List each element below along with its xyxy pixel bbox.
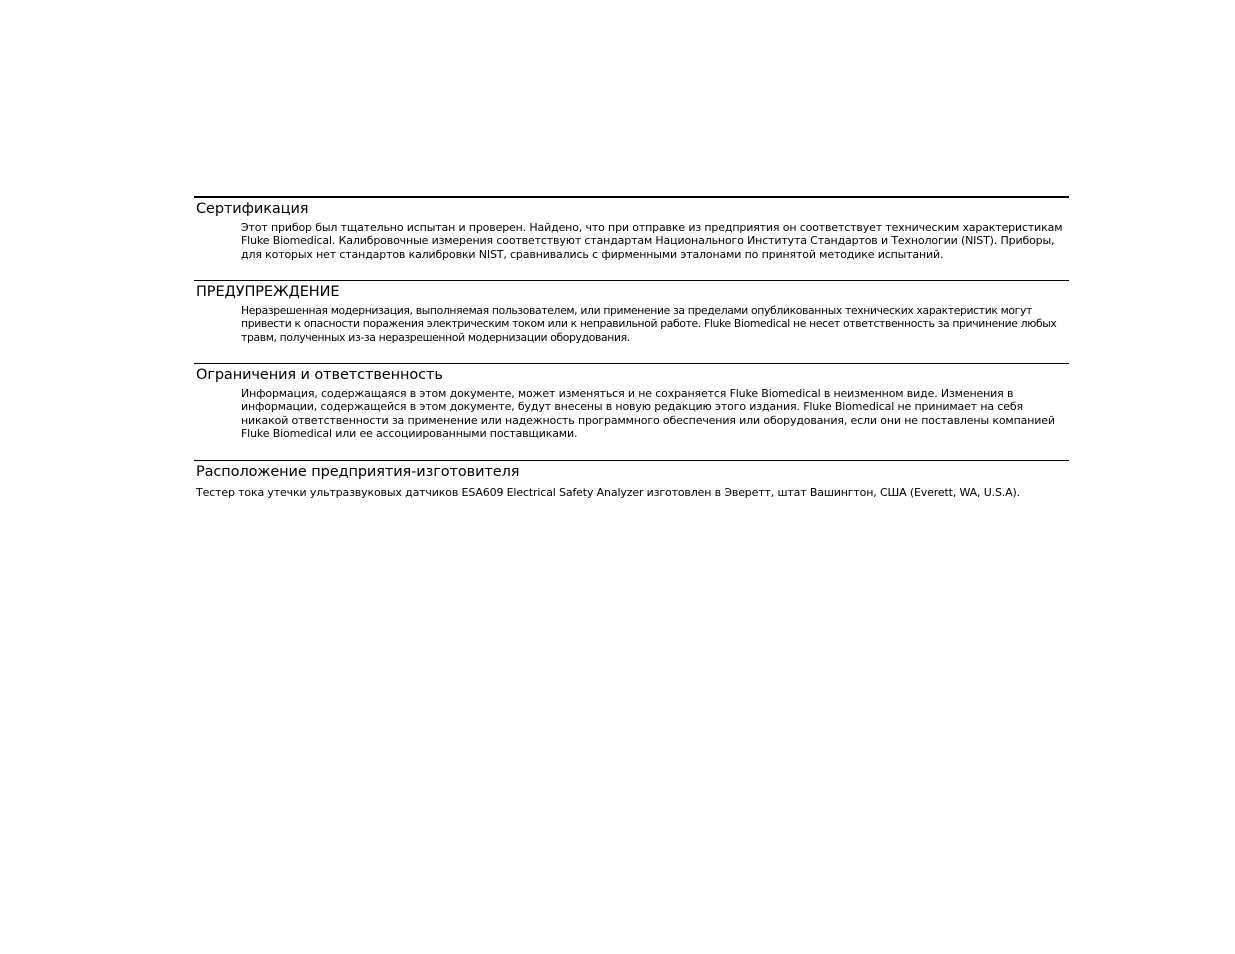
certification-title: Сертификация xyxy=(196,201,309,217)
limitations-text: Информация, содержащаяся в этом документе, может изменяться и не сохраняется Fluke Biomedical в неизменном виде. Изменения в информации, содержащейся в этом документе, будут внесены в новую редакцию этого издания. Fluke Biomedical не принимает на себя никакой ответственности за применение или надежность программного обеспечения или оборудования, если они не поставлены компанией Fluke Biomedical или ее ассоциированными поставщиками. xyxy=(241,387,1055,440)
certification-text: Этот прибор был тщательно испытан и проверен. Найдено, что при отправке из предприятия он соответствует техническим характеристикам Fluke Biomedical. Калибровочные измерения соответствуют стандартам Национального Института Стандартов и Технологии (NIST). Приборы, для которых нет стандартов калибровки NIST, сравнивались с фирменными эталонами по принятой методике испытаний. xyxy=(241,221,1063,261)
limitations-section xyxy=(194,363,1069,460)
manufacturing-location-text: Тестер тока утечки ультразвуковых датчиков ESA609 Electrical Safety Analyzer изготовлен в Эверетт, штат Вашингтон, США (Everett, WA, U.S.A). xyxy=(196,486,1021,499)
warning-text: Неразрешенная модернизация, выполняемая пользователем, или применение за пределами опубликованных технических характеристик могут привести к опасности поражения электрическим током или к неправильной работе. Fluke Biomedical не несет ответственность за причинение любых травм, полученных из-за неразрешенной модернизации оборудования. xyxy=(241,304,1057,344)
manufacturing-location-title: Расположение предприятия-изготовителя xyxy=(196,464,520,480)
certification-section xyxy=(194,196,1069,280)
manufacturing-location-section xyxy=(194,460,1069,521)
limitations-title: Ограничения и ответственность xyxy=(196,367,443,383)
document-page xyxy=(194,196,1069,521)
warning-section xyxy=(194,280,1069,363)
warning-title: ПРЕДУПРЕЖДЕНИЕ xyxy=(196,284,340,300)
